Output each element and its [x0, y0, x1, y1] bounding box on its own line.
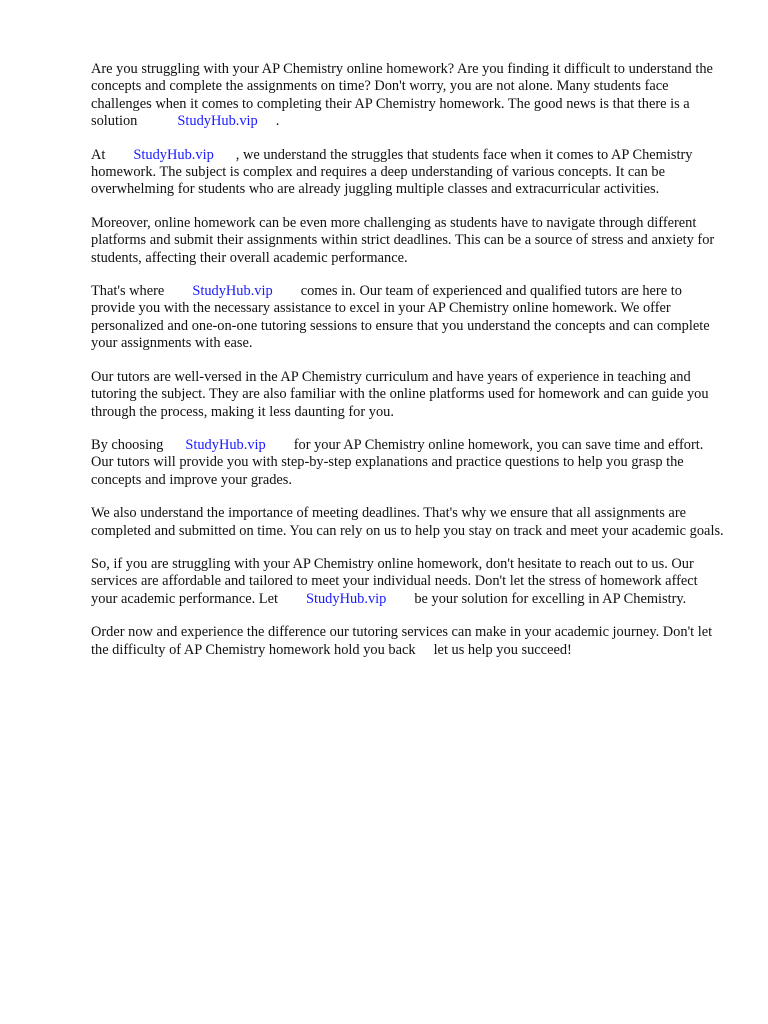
paragraph-thats-where-text: comes in. Our team of experienced and qualified tutors are here to provide you with the necessary assistance to excel in your AP Chemistry online homework. We offer personalized and one-on-one tutoring sessions to ensure that you understand the concepts and can complete your assignments with ease. — [91, 283, 710, 352]
studyhub-link-2[interactable]: StudyHub.vip — [133, 146, 214, 163]
paragraph-thats-where — [91, 283, 727, 353]
paragraph-intro-text: Are you struggling with your AP Chemistry online homework? Are you finding it difficult to understand the concepts and complete the assignments on time? Don't worry, you are not alone. Many students face challenges when it comes to completing their AP Chemistry homework. The good news is that there is a solution — [91, 61, 713, 130]
paragraph-order-now-end: let us help you succeed! — [433, 641, 572, 658]
paragraph-struggles — [91, 147, 727, 199]
paragraph-tutors — [91, 369, 727, 421]
paragraph-deadlines-text: We also understand the importance of meeting deadlines. That's why we ensure that all assignments are completed and submitted on time. You can rely on us to help you stay on track and meet your academic goals. — [91, 505, 724, 539]
paragraph-tutors-text: Our tutors are well-versed in the AP Chemistry curriculum and have years of experience in teaching and tutoring the subject. They are also familiar with the online platforms used for homework and can guide you through the process, making it less daunting for you. — [91, 368, 709, 420]
studyhub-link-4[interactable]: StudyHub.vip — [185, 436, 266, 453]
studyhub-link-1[interactable]: StudyHub.vip — [177, 113, 258, 130]
paragraph-online-homework — [91, 215, 727, 267]
paragraph-intro — [91, 61, 727, 131]
paragraph-struggles-text: , we understand the struggles that students face when it comes to AP Chemistry homework. The subject is complex and requires a deep understanding of various concepts. It can be overwhelming for students who are already juggling multiple classes and extracurricular activities. — [91, 146, 693, 198]
paragraph-intro-end: . — [275, 113, 280, 130]
paragraph-online-homework-text: Moreover, online homework can be even more challenging as students have to navigate through different platforms and submit their assignments within strict deadlines. This can be a source of stress and anxiety for students, affecting their overall academic performance. — [91, 214, 715, 266]
paragraph-reach-out-end: be your solution for excelling in AP Chemistry. — [414, 590, 687, 607]
paragraph-choosing-lead: By choosing — [91, 436, 164, 453]
document-page — [91, 61, 727, 675]
paragraph-choosing — [91, 437, 727, 489]
studyhub-link-3[interactable]: StudyHub.vip — [192, 283, 273, 300]
paragraph-order-now-text: Order now and experience the difference our tutoring services can make in your academic journey. Don't let the difficulty of AP Chemistry homework hold you back — [91, 624, 713, 658]
paragraph-deadlines — [91, 505, 727, 540]
paragraph-thats-where-lead: That's where — [91, 283, 165, 300]
paragraph-order-now — [91, 624, 727, 659]
paragraph-reach-out — [91, 556, 727, 608]
paragraph-struggles-lead: At — [91, 146, 106, 163]
studyhub-link-5[interactable]: StudyHub.vip — [305, 590, 387, 607]
paragraph-reach-out-text: So, if you are struggling with your AP Chemistry online homework, don't hesitate to reach out to us. Our services are affordable and tailored to meet your individual needs. Don't let the stress of homework affect your academic performance. Let — [91, 555, 698, 607]
paragraph-choosing-text: for your AP Chemistry online homework, you can save time and effort. Our tutors will provide you with step-by-step explanations and practice questions to help you grasp the concepts and improve your grades. — [91, 436, 704, 488]
